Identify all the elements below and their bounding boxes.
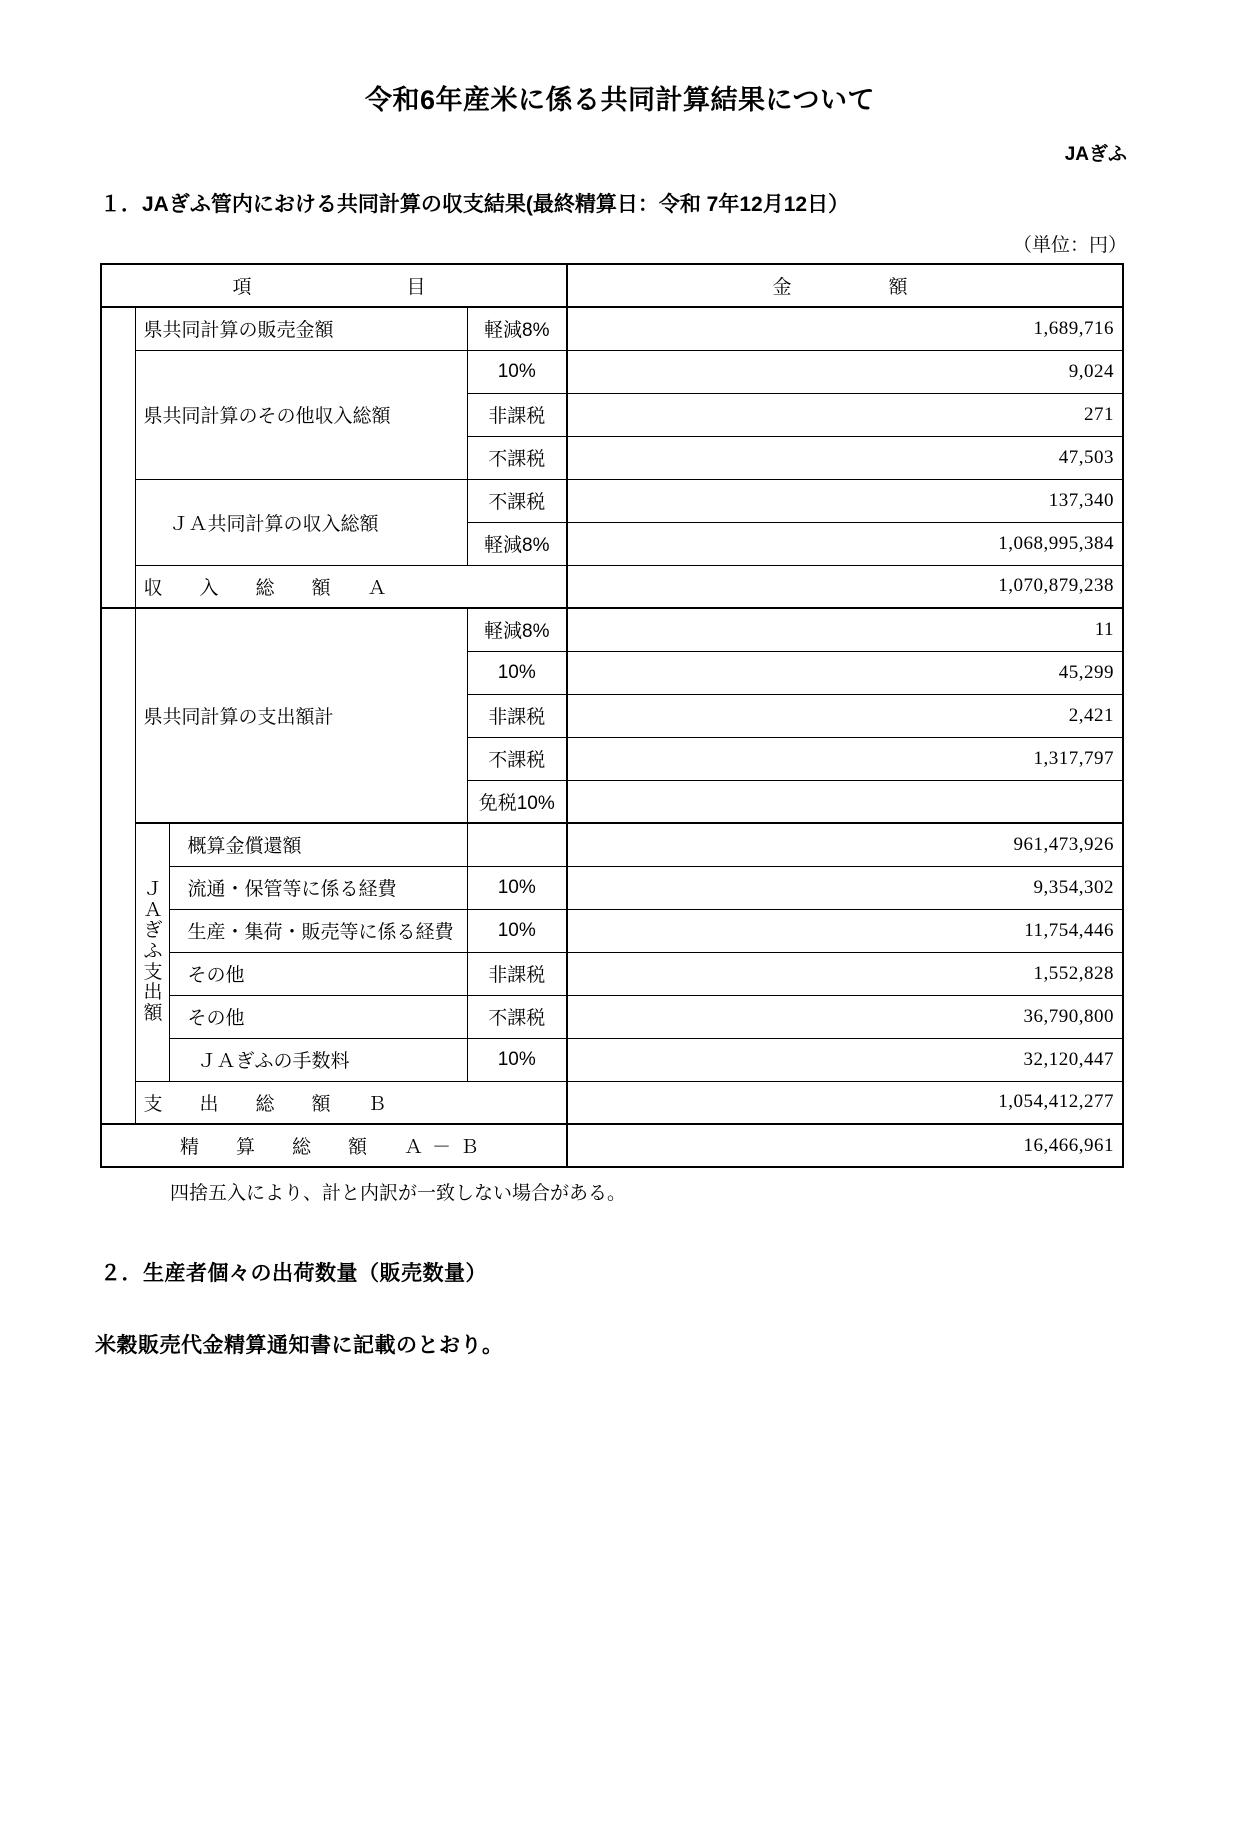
row-tax: 10% — [467, 350, 567, 393]
row-label: 県共同計算の販売金額 — [135, 307, 467, 350]
section-2-body: 米穀販売代金精算通知書に記載のとおり。 — [95, 1334, 504, 1357]
row-amount: 11,754,446 — [567, 909, 1123, 952]
section-1-heading: １．JAぎふ管内における共同計算の収支結果(最終精算日：令和 7年12月12日） — [100, 193, 850, 216]
row-label-total-income: 収 入 総 額 Ａ — [135, 565, 567, 608]
row-amount: 1,068,995,384 — [567, 522, 1123, 565]
vlabel-char: Ｊ — [143, 879, 163, 901]
vertical-group-label-ja-gifu-expense — [135, 823, 169, 1081]
vlabel-char: 支 — [143, 961, 163, 983]
vlabel-char: ぎ — [143, 920, 163, 942]
settlement-table — [100, 263, 1124, 1168]
row-tax — [467, 823, 567, 866]
page-title: 令和6年産米に係る共同計算結果について — [365, 85, 875, 115]
row-label: ＪＡ共同計算の収入総額 — [135, 479, 467, 565]
row-amount: 2,421 — [567, 694, 1123, 737]
row-amount: 1,689,716 — [567, 307, 1123, 350]
row-amount: 9,024 — [567, 350, 1123, 393]
row-tax: 不課税 — [467, 436, 567, 479]
row-tax: 不課税 — [467, 737, 567, 780]
row-tax: 10% — [467, 909, 567, 952]
row-amount: 9,354,302 — [567, 866, 1123, 909]
row-label: 生産・集荷・販売等に係る経費 — [169, 909, 467, 952]
row-label: 流通・保管等に係る経費 — [169, 866, 467, 909]
row-label: その他 — [169, 952, 467, 995]
expense-group-spacer — [101, 608, 135, 1124]
row-amount: 36,790,800 — [567, 995, 1123, 1038]
vlabel-char: 額 — [143, 1002, 163, 1024]
unit-note: （単位：円） — [1012, 235, 1127, 256]
row-amount: 47,503 — [567, 436, 1123, 479]
row-label-total-expense: 支 出 総 額 Ｂ — [135, 1081, 567, 1124]
table-row — [101, 1038, 1123, 1081]
vlabel-char: ふ — [143, 940, 163, 962]
row-tax: 10% — [467, 866, 567, 909]
section-2-heading: ２．生産者個々の出荷数量（販売数量） — [100, 1262, 487, 1285]
row-tax: 免税10% — [467, 780, 567, 823]
row-amount: 16,466,961 — [567, 1124, 1123, 1167]
table-row — [101, 565, 1123, 608]
table-row — [101, 479, 1123, 522]
row-label: 県共同計算のその他収入総額 — [135, 350, 467, 479]
table-row — [101, 307, 1123, 350]
table-row — [101, 995, 1123, 1038]
table-row — [101, 1081, 1123, 1124]
row-tax: 不課税 — [467, 995, 567, 1038]
row-amount — [567, 780, 1123, 823]
column-header-amount: 金 額 — [567, 264, 1123, 307]
row-label: ＪＡぎふの手数料 — [169, 1038, 467, 1081]
table-row — [101, 1124, 1123, 1167]
row-amount: 271 — [567, 393, 1123, 436]
row-amount: 1,317,797 — [567, 737, 1123, 780]
row-tax: 軽減8% — [467, 307, 567, 350]
row-amount: 1,070,879,238 — [567, 565, 1123, 608]
row-label: 概算金償還額 — [169, 823, 467, 866]
row-label: 県共同計算の支出額計 — [135, 608, 467, 823]
row-amount: 137,340 — [567, 479, 1123, 522]
row-tax: 10% — [467, 651, 567, 694]
document-page — [0, 78, 1240, 1832]
row-amount: 961,473,926 — [567, 823, 1123, 866]
row-tax: 軽減8% — [467, 522, 567, 565]
row-amount: 1,054,412,277 — [567, 1081, 1123, 1124]
organization-name: JAぎふ — [1064, 144, 1127, 165]
column-header-item: 項 目 — [101, 264, 567, 307]
table-row — [101, 608, 1123, 651]
table-row — [101, 823, 1123, 866]
vlabel-char: Ａ — [143, 899, 163, 921]
table-row — [101, 909, 1123, 952]
row-amount: 1,552,828 — [567, 952, 1123, 995]
table-footnote: 四捨五入により、計と内訳が一致しない場合がある。 — [170, 1183, 627, 1204]
row-tax: 非課税 — [467, 393, 567, 436]
row-label: その他 — [169, 995, 467, 1038]
income-group-spacer — [101, 307, 135, 608]
row-amount: 32,120,447 — [567, 1038, 1123, 1081]
row-tax: 不課税 — [467, 479, 567, 522]
table-row — [101, 350, 1123, 393]
row-tax: 非課税 — [467, 952, 567, 995]
row-amount: 11 — [567, 608, 1123, 651]
row-label-grand-total: 精 算 総 額 Ａ－Ｂ — [101, 1124, 567, 1167]
row-tax: 非課税 — [467, 694, 567, 737]
row-tax: 軽減8% — [467, 608, 567, 651]
table-header-row — [101, 264, 1123, 307]
table-row — [101, 952, 1123, 995]
table-row — [101, 866, 1123, 909]
vlabel-char: 出 — [143, 982, 163, 1004]
row-amount: 45,299 — [567, 651, 1123, 694]
row-tax: 10% — [467, 1038, 567, 1081]
